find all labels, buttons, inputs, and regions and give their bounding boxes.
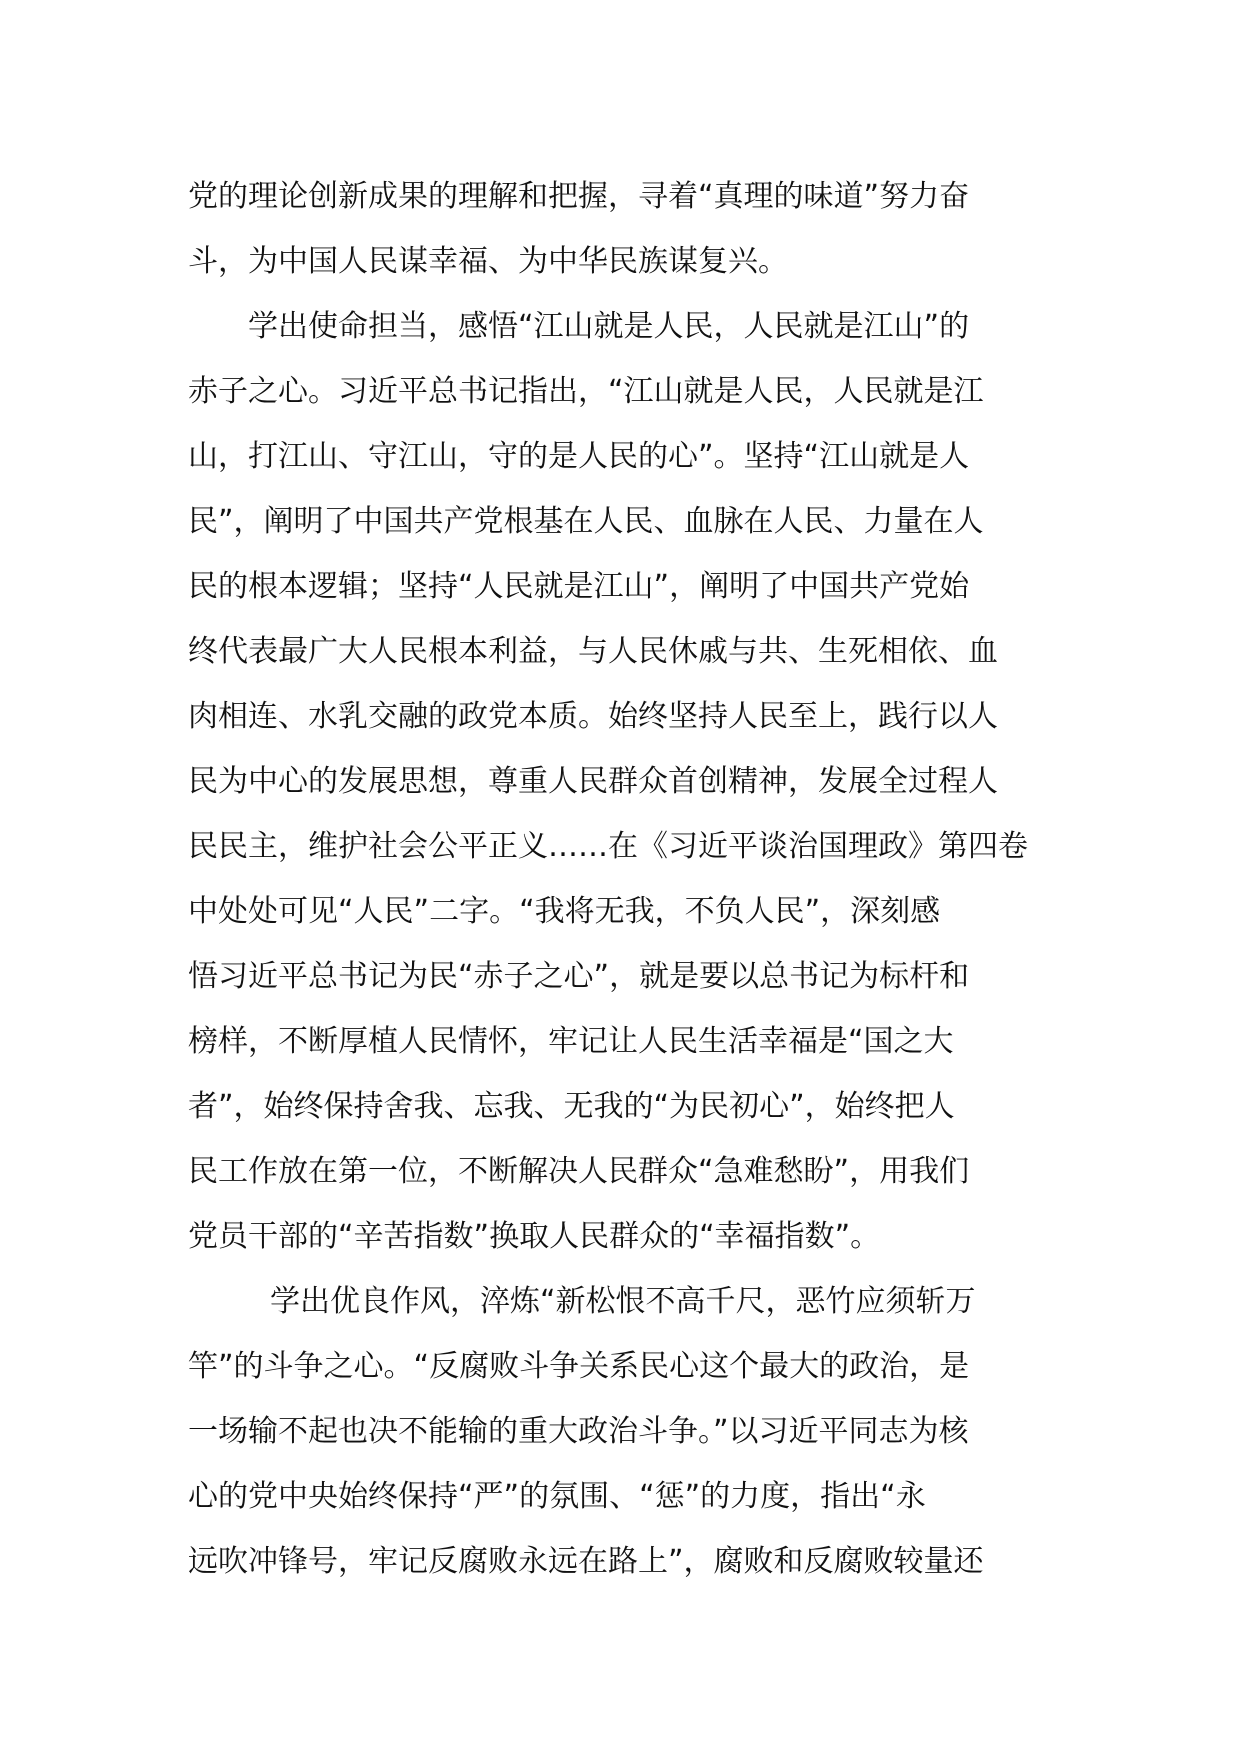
text-line: 者”，始终保持舍我、忘我、无我的“为民初心”，始终把人 — [188, 1089, 955, 1124]
text-line: 斗，为中国人民谋幸福、为中华民族谋复兴。 — [188, 244, 788, 279]
text-line: 中处处可见“人民”二字。“我将无我，不负人民”，深刻感 — [188, 894, 941, 929]
text-line: 终代表最广大人民根本利益，与人民休戚与共、生死相依、血 — [188, 634, 998, 669]
text-line: 肉相连、水乳交融的政党本质。始终坚持人民至上，践行以人 — [188, 699, 998, 734]
text-line: 民的根本逻辑；坚持“人民就是江山”，阐明了中国共产党始 — [188, 569, 970, 604]
text-line: 远吹冲锋号，牢记反腐败永远在路上”，腐败和反腐败较量还 — [188, 1544, 984, 1579]
text-line: 心的党中央始终保持“严”的氛围、“惩”的力度，指出“永 — [188, 1479, 926, 1514]
text-line: 竿”的斗争之心。“反腐败斗争关系民心这个最大的政治，是 — [188, 1349, 970, 1384]
text-line: 悟习近平总书记为民“赤子之心”，就是要以总书记为标杆和 — [188, 959, 970, 994]
text-line: 民民主，维护社会公平正义……在《习近平谈治国理政》第四卷 — [188, 829, 1028, 864]
text-line: 民”，阐明了中国共产党根基在人民、血脉在人民、力量在人 — [188, 504, 984, 539]
document-body — [188, 164, 1058, 1594]
text-line: 一场输不起也决不能输的重大政治斗争。”以习近平同志为核 — [188, 1414, 969, 1449]
text-line: 党员干部的“辛苦指数”换取人民群众的“幸福指数”。 — [188, 1219, 881, 1254]
text-line: 民工作放在第一位，不断解决人民群众“急难愁盼”，用我们 — [188, 1154, 970, 1189]
paragraph-first-line: 学出使命担当，感悟“江山就是人民，人民就是江山”的 — [248, 309, 970, 344]
text-line: 赤子之心。习近平总书记指出，“江山就是人民，人民就是江 — [188, 374, 984, 409]
text-line: 民为中心的发展思想，尊重人民群众首创精神，发展全过程人 — [188, 764, 998, 799]
text-line: 榜样，不断厚植人民情怀，牢记让人民生活幸福是“国之大 — [188, 1024, 954, 1059]
text-line: 山，打江山、守江山，守的是人民的心”。坚持“江山就是人 — [188, 439, 970, 474]
paragraph-first-line: 学出优良作风，淬炼“新松恨不高千尺，恶竹应须斩万 — [270, 1284, 976, 1319]
text-line: 党的理论创新成果的理解和把握，寻着“真理的味道”努力奋 — [188, 179, 970, 214]
